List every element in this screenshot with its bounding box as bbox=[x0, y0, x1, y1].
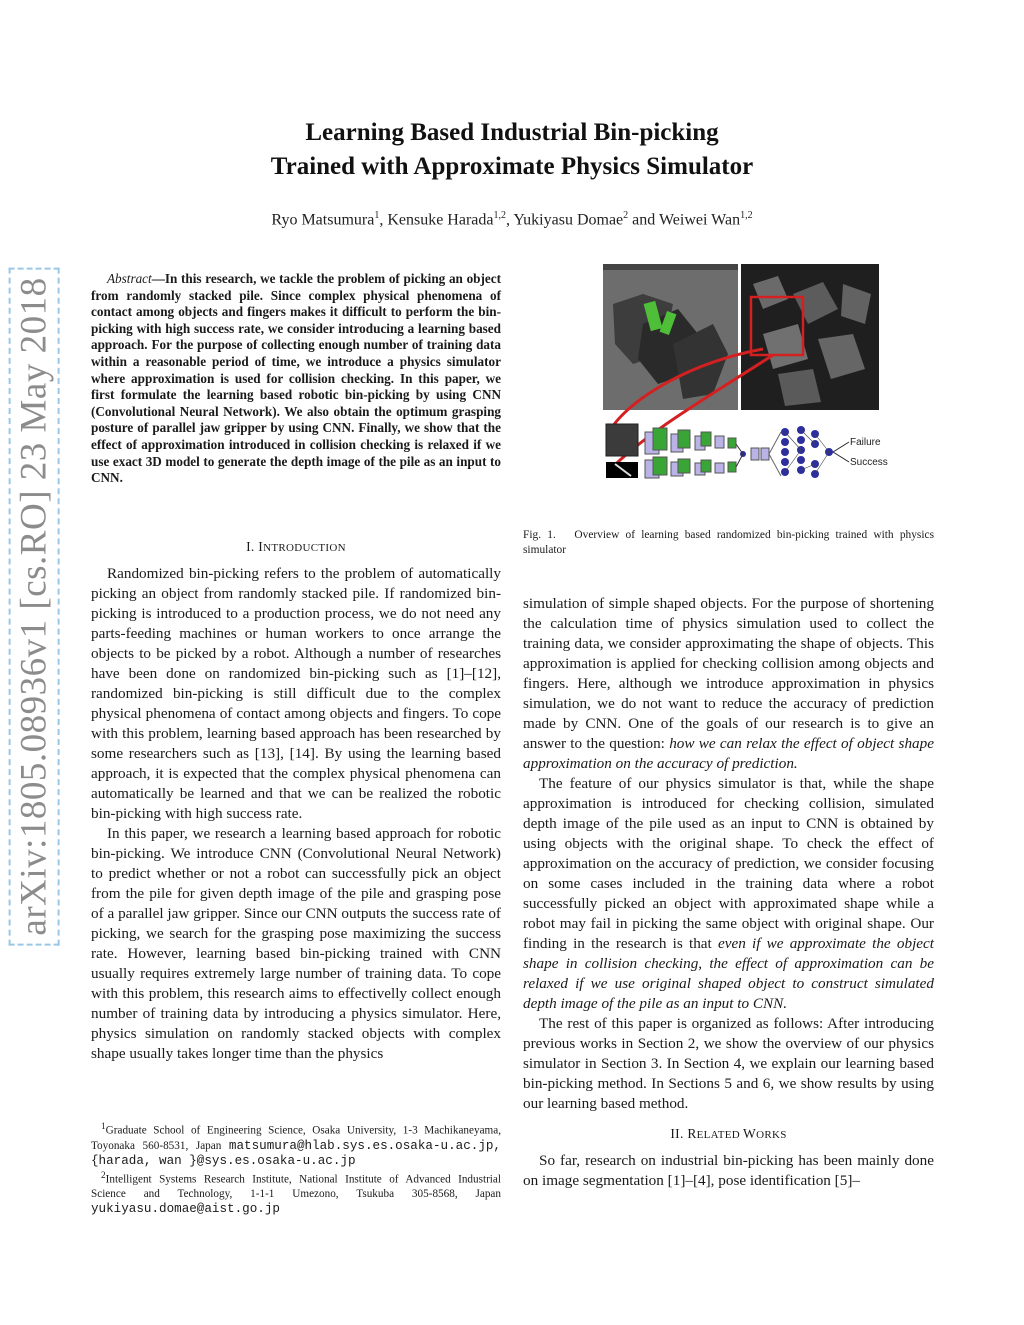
right-column bbox=[523, 594, 934, 1191]
footnotes bbox=[91, 1120, 501, 1217]
footnote-1-email: matsumura@hlab.sys.es.osaka-u.ac.jp, {harada, wan }@sys.es.osaka-u.ac.jp bbox=[91, 1138, 501, 1168]
abstract: Abstract—In this research, we tackle the problem of picking an object from randomly stacked pile. Since complex physical phenomena of contact among objects and fingers makes it difficult to perform the bin-picking with high success rate, we consider introducing a learning based approach. For the purpose of collecting enough number of training data within a reasonable period of time, we introduce a physics simulator where approximation is used for collision checking. In this paper, we first formulate the learning based robotic bin-picking by using CNN (Convolutional Neural Network). We also obtain the optimum grasping posture of parallel jaw gripper by using CNN. Finally, we show that the effect of approximation introduced in collision checking is relaxed if we use exact 3D model to generate the depth image of the pile as an input to CNN. bbox=[91, 271, 501, 486]
abstract-text: In this research, we tackle the problem of picking an object from randomly stacked pile. Since complex physical phenomena of contact among objects and fingers makes it difficult to perform the bin-picking with high success rate, we consider introducing a learning based approach. For the purpose of collecting enough number of training data within a reasonable period of time, we introduce a physics simulator where approximation is used for collision checking. In this paper, we first formulate the learning based robotic bin-picking by using CNN (Convolutional Neural Network). We also obtain the optimum grasping posture of parallel jaw gripper by using CNN. Finally, we show that the effect of approximation introduced in collision checking is relaxed if we use exact 3D model to generate the depth image of the pile as an input to CNN. bbox=[91, 271, 501, 486]
caption-label: Fig. 1. bbox=[523, 529, 556, 541]
label-success: Success bbox=[850, 457, 888, 468]
label-failure: Failure bbox=[850, 437, 881, 448]
right-paragraph-1: simulation of simple shaped objects. For the purpose of shortening the calculation time of physics simulation used to collect the training data, we consider approximating the shape of objects. This approximation is applied for checking collision among objects and fingers. Here, although we introduce approximation in physics simulation, we do not want to reduce the accuracy of prediction made by CNN. One of the goals of our research is to give an answer to the question: how we can relax the effect of object shape approximation on the accuracy of prediction. bbox=[523, 595, 934, 772]
fc-layers bbox=[751, 426, 849, 478]
author-1: Ryo Matsumura bbox=[271, 211, 375, 229]
title-line-1: Learning Based Industrial Bin-picking bbox=[305, 119, 719, 146]
intro-paragraph-1: Randomized bin-picking refers to the problem of automatically picking an object from randomly stacked pile. If randomized bin-picking is introduced to a production process, we do not need any parts-feeding machines or human workers to once arrange the objects to be picked by a robot. Although a number of researches have been done on randomized bin-picking such as [1]–[12], randomized bin-picking is still difficult due to the complex physical phenomena of contact among objects and fingers. To cope with this problem, learning based approach has been researched by some researchers such as [13], [14]. By using the learning based approach, it is expected that the complex physical phenomena can automatically be learned and that we can be realized the robotic bin-picking with high success rate. bbox=[91, 565, 501, 822]
author-4: Weiwei Wan bbox=[658, 211, 741, 229]
left-column bbox=[91, 537, 501, 1064]
input-depth-patch bbox=[606, 424, 638, 456]
arxiv-stamp bbox=[8, 276, 60, 936]
right-paragraph-3: The rest of this paper is organized as follows: After introducing previous works in Section 2, we show the overview of our physics simulator in Section 3. In Section 4, we explain our learning based bin-picking method. In Sections 5 and 6, we show results by using our learning based method. bbox=[523, 1015, 934, 1112]
right-paragraph-2: The feature of our physics simulator is that, while the shape approximation is introduced for checking collision, simulated depth image of the pile used as an input to CNN is obtained by using objects with the original shape. To check the effect of approximation on the accuracy of prediction, we consider focusing on some cases included in the training data where a robot successfully picked an object with approximated shape while a robot may fail in picking the same object with original shape. Our finding in the research is that even if we approximate the object shape in collision checking, the effect of approximation can be relaxed if we use original shaped object to construct simulated depth image of the pile as an input to CNN. bbox=[523, 775, 934, 1012]
footnote-2: $^2$Intelligent Systems Research Institute, National Institute of Advanced Industrial Science and Technology, 1-1-1 Umezono, Tsukuba 305-8568, Japan yukiyasu.domae@aist.go.jp bbox=[91, 1170, 501, 1217]
arxiv-id: arXiv:1805.08936v1 [cs.RO] 23 May 2018 bbox=[9, 267, 60, 945]
section-heading-related-works: II. RELATED WORKS bbox=[670, 1126, 787, 1141]
author-3: Yukiyasu Domae bbox=[513, 211, 624, 229]
author-2: Kensuke Harada bbox=[387, 211, 494, 229]
paper-title bbox=[0, 116, 1024, 184]
cnn-branch-bottom bbox=[645, 457, 736, 478]
title-line-2: Trained with Approximate Physics Simulator bbox=[270, 153, 754, 180]
footnote-2-email: yukiyasu.domae@aist.go.jp bbox=[91, 1202, 280, 1217]
caption-text: Overview of learning based randomized bin-picking trained with physics simulator bbox=[523, 529, 935, 556]
figure-caption bbox=[523, 528, 934, 558]
abstract-label: Abstract bbox=[107, 271, 152, 286]
intro-paragraph-2: In this paper, we research a learning based approach for robotic bin-picking. We introduce CNN (Convolutional Neural Network) to predict whether or not a robot can successfully pick an object from the pile for given depth image of the pile and grasping pose of a parallel jaw gripper. Since our CNN outputs the success rate of picking, we search for the grasping pose maximizing the success rate. However, learning based bin-picking trained with CNN usually requires extremely large number of training data. To cope with this problem, this research aims to effectivelly collect enough number of training data by introducing a physics simulator. Here, physics simulation on randomly stacked objects with complex shape usually takes longer time than the physics bbox=[91, 825, 501, 1062]
cnn-branch-top bbox=[645, 428, 736, 454]
section-heading-introduction: I. INTRODUCTION bbox=[246, 539, 346, 554]
footnote-1: $^1$Graduate School of Engineering Science, Osaka University, 1-3 Machikaneyama, Toyonaka 560-8531, Japan matsumura@hlab.sys.es.osaka-u.ac.jp, {harada, wan }@sys.es.osaka-u.ac.jp bbox=[91, 1122, 501, 1168]
figure-overview bbox=[603, 264, 888, 478]
author-list: Ryo Matsumura$^1$, Kensuke Harada$^{1,2}$, Yukiyasu Domae$^2$ and Weiwei Wan$^{1,2}$ bbox=[271, 210, 753, 229]
right-paragraph-4: So far, research on industrial bin-picking has been mainly done on image segmentation [1]–[4], pose identification [5]– bbox=[523, 1152, 934, 1189]
